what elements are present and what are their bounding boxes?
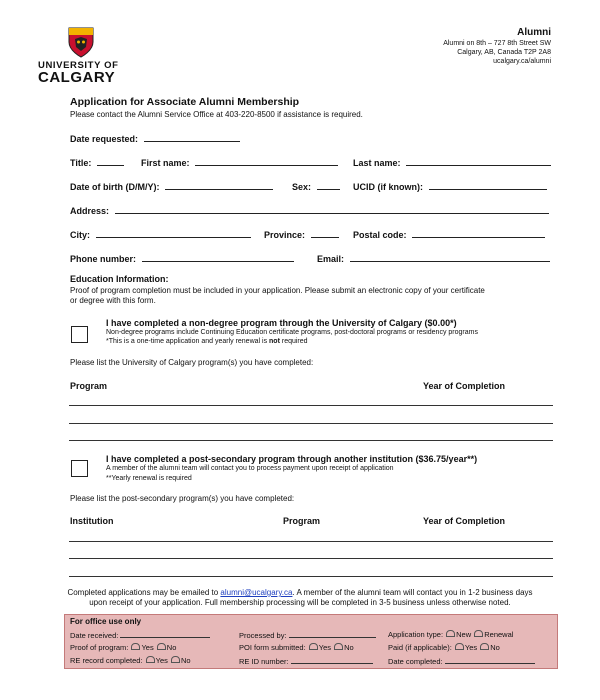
processed-by-row [239,630,376,640]
option1-note2 [106,338,308,345]
date-received-field[interactable] [120,630,210,638]
department-name: Alumni [517,27,551,38]
phone-label: Phone number: [70,254,137,264]
address-label: Address: [70,206,110,216]
logo-line2: CALGARY [38,69,116,86]
address-line1: Alumni on 8th – 727 8th Street SW [443,40,551,47]
dob-row [70,180,273,192]
poi-row [239,643,354,652]
crest-icon [66,26,96,58]
last-name-label: Last name: [353,158,401,168]
option1-note2-post: required [279,338,308,345]
first-name-label: First name: [141,158,190,168]
date-requested-field[interactable] [144,132,240,142]
option2-col-year: Year of Completion [423,516,506,526]
post-secondary-checkbox[interactable] [71,460,88,477]
footer-line2: upon receipt of your application. Full membership processing will be completed in 3-5 business unless otherwise noted. [89,598,511,607]
option1-note2-bold: not [269,338,280,345]
date-requested-label: Date requested: [70,134,139,144]
university-logo [38,26,130,86]
education-text-2: or degree with this form. [70,296,156,305]
first-name-field[interactable] [195,156,338,166]
option1-col-year: Year of Completion [423,381,506,391]
title-field[interactable] [97,156,124,166]
renewal-radio[interactable] [474,630,483,637]
city-label: City: [70,230,90,240]
postal-code-row [353,228,545,240]
poi-no-label: No [344,643,354,652]
ucid-field[interactable] [429,180,547,190]
paid-row [388,643,500,652]
application-type-label: Application type: [388,630,444,639]
ucid-row [353,180,547,192]
office-use-box [64,614,558,669]
last-name-field[interactable] [406,156,551,166]
option1-line-1[interactable] [69,405,553,406]
date-requested-row [70,132,240,144]
re-record-label: RE record completed: [70,656,143,665]
option2-note1: A member of the alumni team will contact you to process payment upon receipt of application [106,465,394,472]
option2-line-1[interactable] [69,541,553,542]
postal-code-label: Postal code: [353,230,407,240]
proof-label: Proof of program: [70,643,129,652]
poi-label: POI form submitted: [239,643,306,652]
email-label: Email: [317,254,345,264]
re-id-field[interactable] [291,656,373,664]
date-received-label: Date received: [70,631,119,640]
proof-yes-radio[interactable] [131,643,140,650]
office-heading: For office use only [70,617,142,626]
option1-title: I have completed a non-degree program through the University of Calgary ($0.00*) [106,318,457,328]
application-type-row [388,630,513,639]
option1-col-program: Program [70,381,108,391]
sex-label: Sex: [292,182,312,192]
paid-label: Paid (if applicable): [388,643,452,652]
re-record-no-label: No [180,656,191,665]
renewal-label: Renewal [484,630,514,639]
sex-row [292,180,340,192]
date-received-row [70,630,210,640]
form-title: Application for Associate Alumni Membership [70,96,300,108]
poi-no-radio[interactable] [334,643,343,650]
paid-no-radio[interactable] [480,643,489,650]
proof-no-label: No [166,643,177,652]
option1-note2-pre: *This is a one-time application and yearly renewal is [106,338,270,345]
phone-field[interactable] [142,252,294,262]
date-completed-field[interactable] [445,656,535,664]
title-row [70,156,124,168]
logo-line1: UNIVERSITY OF [38,60,119,71]
re-id-row [239,656,373,666]
education-text-1: Proof of program completion must be included in your application. Please submit an electronic copy of your certificate [70,286,485,295]
footer-line1 [0,588,600,597]
paid-yes-label: Yes [464,643,478,652]
new-label: New [456,630,472,639]
province-label: Province: [264,230,306,240]
option1-line-2[interactable] [69,423,553,424]
re-record-yes-radio[interactable] [146,656,155,663]
re-id-label: RE ID number: [239,657,289,666]
city-field[interactable] [96,228,251,238]
email-field[interactable] [350,252,550,262]
title-label: Title: [70,158,92,168]
option1-list-prompt: Please list the University of Calgary program(s) you have completed: [70,358,314,367]
province-row [264,228,339,240]
address-field[interactable] [115,204,549,214]
form-subtitle: Please contact the Alumni Service Office at 403-220-8500 if assistance is required. [70,110,363,119]
processed-by-label: Processed by: [239,631,287,640]
non-degree-checkbox[interactable] [71,326,88,343]
postal-code-field[interactable] [412,228,545,238]
last-name-row [353,156,551,168]
processed-by-field[interactable] [289,630,376,638]
date-completed-label: Date completed: [388,657,443,666]
option2-line-2[interactable] [69,558,553,559]
paid-no-label: No [490,643,500,652]
option2-title: I have completed a post-secondary program through another institution ($36.75/year**) [106,454,478,464]
proof-no-radio[interactable] [157,643,166,650]
option2-list-prompt: Please list the post-secondary program(s) you have completed: [70,494,295,503]
email-row [317,252,550,264]
address-line2: Calgary, AB, Canada T2P 2A8 [457,49,551,56]
first-name-row [141,156,338,168]
paid-yes-radio[interactable] [455,643,464,650]
city-row [70,228,251,240]
address-row [70,204,549,216]
phone-row [70,252,294,264]
dob-label: Date of birth (D/M/Y): [70,182,160,192]
new-radio[interactable] [446,630,455,637]
re-record-no-radio[interactable] [171,656,180,663]
ucid-label: UCID (if known): [353,182,423,192]
option2-col-institution: Institution [70,516,114,526]
province-field[interactable] [311,228,339,238]
option2-col-program: Program [283,516,321,526]
dob-field[interactable] [165,180,273,190]
date-completed-row [388,656,535,666]
website-text: ucalgary.ca/alumni [493,58,551,65]
poi-yes-radio[interactable] [309,643,318,650]
footer-line1-post: . A member of the alumni team will contact you in 1-2 business days [292,588,533,597]
education-heading: Education Information: [70,274,169,284]
option1-note1: Non-degree programs include Continuing Education certificate programs, post-doctoral programs or residency programs [106,329,478,336]
alumni-email-link[interactable]: alumni@ucalgary.ca [220,588,293,597]
proof-row [70,643,176,652]
proof-yes-label: Yes [141,643,154,652]
option2-line-3[interactable] [69,576,553,577]
option1-line-3[interactable] [69,440,553,441]
re-record-row [70,656,191,665]
poi-yes-label: Yes [318,643,332,652]
footer-line1-pre: Completed applications may be emailed to [67,588,221,597]
option2-note2: **Yearly renewal is required [106,475,192,482]
sex-field[interactable] [317,180,340,190]
re-record-yes-label: Yes [155,656,168,665]
